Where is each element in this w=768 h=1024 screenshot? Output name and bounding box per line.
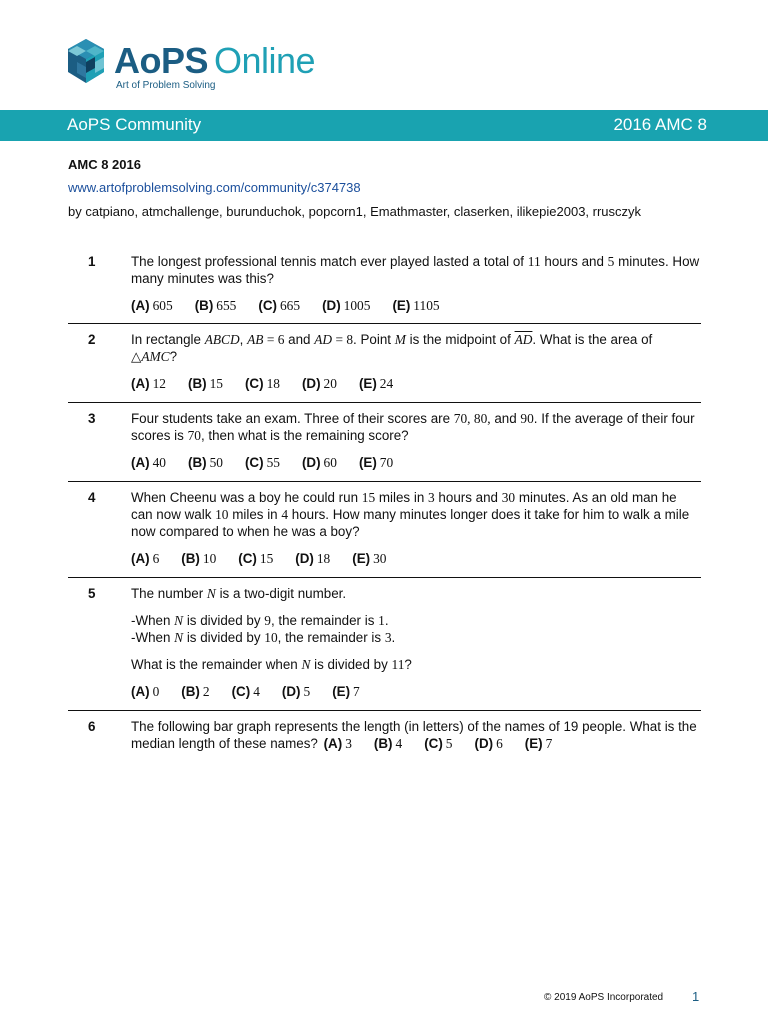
answer-choice xyxy=(188,454,223,471)
problem-text-run: -When xyxy=(131,630,175,645)
choice-value: 30 xyxy=(373,551,387,566)
problem-statement xyxy=(131,253,701,314)
answer-choice xyxy=(324,735,352,752)
math-expression: 90 xyxy=(520,411,534,426)
choice-letter: (B) xyxy=(187,455,207,470)
choice-value: 4 xyxy=(395,736,403,751)
choice-letter: (A) xyxy=(131,551,150,566)
problem-text-run: and xyxy=(490,411,521,426)
math-expression: 9 xyxy=(264,613,271,628)
problem-3 xyxy=(68,402,701,481)
choice-value: 40 xyxy=(152,455,166,470)
choice-letter: (E) xyxy=(352,551,371,566)
choice-letter: (B) xyxy=(194,298,214,313)
document-title: AMC 8 2016 xyxy=(68,157,141,172)
math-expression: 11 xyxy=(391,657,405,672)
copyright-notice: © 2019 AoPS Incorporated xyxy=(544,992,664,1003)
problem-paragraph xyxy=(131,656,701,673)
choice-letter: (D) xyxy=(301,455,321,470)
problem-text-run: minutes. How many minutes was this? xyxy=(131,254,700,286)
answer-choice xyxy=(131,375,166,392)
answer-choice xyxy=(181,683,209,700)
choice-letter: (B) xyxy=(181,551,200,566)
answer-choice xyxy=(525,735,553,752)
problem-list xyxy=(68,253,701,752)
choice-letter: (C) xyxy=(231,684,251,699)
problem-paragraph xyxy=(131,612,701,629)
problem-text-run: . xyxy=(391,630,396,645)
choice-letter: (E) xyxy=(392,298,411,313)
choice-letter: (D) xyxy=(295,551,314,566)
answer-choice xyxy=(332,683,360,700)
choice-value: 7 xyxy=(545,736,553,751)
logo-tagline: Art of Problem Solving xyxy=(116,80,216,91)
choice-letter: (C) xyxy=(244,455,264,470)
choice-value: 4 xyxy=(253,684,260,699)
problem-number: 1 xyxy=(88,254,96,269)
choice-value: 15 xyxy=(259,551,274,566)
choice-value: 1005 xyxy=(343,298,371,313)
problem-statement xyxy=(131,489,701,567)
math-expression: 4 xyxy=(281,507,289,522)
problem-text-run: hours and xyxy=(434,490,502,505)
math-expression: 11 xyxy=(527,254,541,269)
answer-choice xyxy=(302,454,337,471)
problem-text-run: What is the remainder when xyxy=(131,657,302,672)
math-variable: M xyxy=(394,332,406,347)
problem-paragraph xyxy=(131,489,701,540)
answer-choices xyxy=(131,550,701,567)
header-band xyxy=(0,110,768,141)
answer-choice xyxy=(392,297,439,314)
problem-text-run: is divided by xyxy=(183,630,265,645)
choice-value: 6 xyxy=(152,551,160,566)
problem-text-run: . xyxy=(384,613,389,628)
choice-value: 1105 xyxy=(413,298,440,313)
choice-letter: (C) xyxy=(244,376,264,391)
choice-letter: (A) xyxy=(131,455,150,470)
problem-number: 2 xyxy=(88,332,96,347)
math-expression: 3 xyxy=(384,630,392,645)
community-title: AoPS Community xyxy=(67,115,202,134)
choice-value: 50 xyxy=(209,455,223,470)
choice-letter: (D) xyxy=(281,684,301,699)
choice-letter: (D) xyxy=(301,376,321,391)
problem-statement xyxy=(131,410,701,471)
math-expression: 70, 80, xyxy=(453,411,491,426)
problem-paragraph xyxy=(131,253,701,287)
choice-value: 5 xyxy=(445,736,453,751)
choice-letter: (A) xyxy=(131,684,150,699)
choice-letter: (C) xyxy=(238,551,257,566)
aops-online-logo xyxy=(66,38,326,94)
math-expression: 70 xyxy=(187,428,201,443)
choice-value: 18 xyxy=(266,376,280,391)
answer-choice xyxy=(238,550,273,567)
answer-choices xyxy=(131,375,701,392)
choice-value: 0 xyxy=(152,684,160,699)
logo-wordmark xyxy=(114,38,315,84)
math-variable: N xyxy=(174,630,184,645)
choice-value: 2 xyxy=(202,684,210,699)
problem-1 xyxy=(68,253,701,323)
problem-text-run: . Point xyxy=(353,332,395,347)
choice-letter: (D) xyxy=(474,736,494,751)
math-expression: = 8 xyxy=(332,332,354,347)
choice-value: 12 xyxy=(152,376,166,391)
problem-text-run: miles in xyxy=(228,507,282,522)
answer-choice xyxy=(359,375,393,392)
answer-choices xyxy=(131,297,701,314)
answer-choice xyxy=(245,454,280,471)
answer-choice xyxy=(302,375,337,392)
math-variable: AMC xyxy=(141,349,170,364)
problem-4 xyxy=(68,481,701,577)
problem-text-run: In rectangle xyxy=(131,332,205,347)
problem-text-run: . What is the area of xyxy=(532,332,653,347)
answer-choices xyxy=(318,736,574,751)
math-variable: N xyxy=(206,586,216,601)
problem-text-run: is a two-digit number. xyxy=(215,586,347,601)
choice-value: 10 xyxy=(202,551,217,566)
problem-statement xyxy=(131,585,701,700)
problem-statement xyxy=(131,718,701,752)
problem-text-run: The following bar graph represents the length (in letters) of the names of 19 people. What is the median length of these names? xyxy=(131,719,697,751)
math-expression: = 6 xyxy=(263,332,285,347)
math-segment: $\overline{AD}$ xyxy=(514,332,533,347)
answer-choice xyxy=(131,297,173,314)
math-variable: ABCD xyxy=(204,332,240,347)
logo-aops-text: AoPS xyxy=(114,40,209,81)
choice-value: 18 xyxy=(316,551,331,566)
problem-text-run: is divided by xyxy=(183,613,265,628)
problem-number: 5 xyxy=(88,586,96,601)
choice-value: 6 xyxy=(496,736,503,751)
problem-text-run: When Cheenu was a boy he could run xyxy=(131,490,362,505)
answer-choice xyxy=(181,550,216,567)
problem-paragraph xyxy=(131,718,701,752)
math-expression: 15 xyxy=(361,490,376,505)
answer-choice xyxy=(322,297,370,314)
answer-choice xyxy=(195,297,237,314)
problem-text-run: is divided by xyxy=(310,657,392,672)
problem-6 xyxy=(68,710,701,752)
choice-value: 655 xyxy=(216,298,237,313)
community-link[interactable]: www.artofproblemsolving.com/community/c374738 xyxy=(68,180,361,195)
answer-choice xyxy=(352,550,386,567)
problem-number: 6 xyxy=(88,719,96,734)
choice-value: 605 xyxy=(152,298,173,313)
math-variable: N xyxy=(174,613,184,628)
math-expression: 1 xyxy=(378,613,385,628)
answer-choice xyxy=(131,550,159,567)
authors-line: by catpiano, atmchallenge, burunduchok, popcorn1, Emathmaster, claserken, ilikepie2003, rrusczyk xyxy=(68,204,642,219)
problem-text-run: ? xyxy=(169,349,178,364)
problem-number: 3 xyxy=(88,411,96,426)
math-expression: 5 xyxy=(607,254,615,269)
choice-letter: (E) xyxy=(332,684,351,699)
aops-cube-logo-icon xyxy=(66,38,106,84)
page-number: 1 xyxy=(692,989,700,1004)
choice-value: 3 xyxy=(345,736,352,751)
problem-text-run: , then what is the remaining score? xyxy=(200,428,409,443)
answer-choice xyxy=(232,683,260,700)
problem-paragraph xyxy=(131,585,701,602)
answer-choice xyxy=(474,735,502,752)
choice-value: 60 xyxy=(323,455,337,470)
document-meta xyxy=(68,156,708,220)
choice-letter: (C) xyxy=(424,736,443,751)
answer-choice xyxy=(188,375,223,392)
problem-text-run: miles in xyxy=(375,490,428,505)
answer-choice xyxy=(131,683,159,700)
choice-letter: (B) xyxy=(187,376,207,391)
answer-choice xyxy=(359,454,393,471)
choice-value: 55 xyxy=(266,455,280,470)
math-variable: AD xyxy=(314,332,333,347)
answer-choices xyxy=(131,683,701,700)
problem-paragraph xyxy=(131,629,701,646)
choice-value: 24 xyxy=(379,376,394,391)
problem-text-run: , xyxy=(239,332,248,347)
choice-value: 15 xyxy=(209,376,223,391)
problem-paragraph xyxy=(131,410,701,444)
choice-letter: (A) xyxy=(131,376,150,391)
answer-choice xyxy=(295,550,330,567)
answer-choices xyxy=(131,454,701,471)
problem-text-run: and xyxy=(284,332,315,347)
math-variable: N xyxy=(301,657,311,672)
problem-statement xyxy=(131,331,701,392)
problem-number: 4 xyxy=(88,490,96,505)
problem-2 xyxy=(68,323,701,402)
problem-text-run: . If the average of their four scores is xyxy=(131,411,695,443)
choice-letter: (A) xyxy=(323,736,343,751)
choice-letter: (E) xyxy=(358,376,377,391)
math-expression: 10 xyxy=(264,630,278,645)
answer-choice xyxy=(424,735,452,752)
answer-choice xyxy=(374,735,402,752)
contest-title: 2016 AMC 8 xyxy=(613,115,707,134)
problem-text-run: The longest professional tennis match ever played lasted a total of xyxy=(131,254,528,269)
choice-letter: (A) xyxy=(131,298,150,313)
problem-text-run: Four students take an exam. Three of their scores are xyxy=(131,411,454,426)
answer-choice xyxy=(131,454,166,471)
math-expression: 30 xyxy=(501,490,516,505)
logo-online-text: Online xyxy=(214,40,316,81)
choice-letter: (B) xyxy=(181,684,200,699)
problem-text-run: -When xyxy=(131,613,175,628)
problem-text-run: is the midpoint of xyxy=(405,332,515,347)
choice-value: 20 xyxy=(323,376,337,391)
choice-value: 7 xyxy=(353,684,360,699)
problem-5 xyxy=(68,577,701,710)
problem-text-run: hours and xyxy=(540,254,608,269)
choice-value: 5 xyxy=(303,684,311,699)
answer-choice xyxy=(258,297,300,314)
math-expression: 10 xyxy=(215,507,229,522)
answer-choice xyxy=(282,683,310,700)
problem-text-run: The number xyxy=(131,586,207,601)
math-expression: 3 xyxy=(428,490,435,505)
problem-text-run: hours. How many minutes longer does it take for him to walk a mile now compared to when he was a boy? xyxy=(131,507,690,539)
problem-text-run: , the remainder is xyxy=(277,630,385,645)
problem-text-run: , the remainder is xyxy=(270,613,379,628)
choice-letter: (E) xyxy=(358,455,377,470)
problem-paragraph xyxy=(131,331,701,365)
choice-letter: (B) xyxy=(373,736,393,751)
choice-value: 70 xyxy=(379,455,394,470)
choice-letter: (E) xyxy=(524,736,543,751)
math-variable: AB xyxy=(247,332,264,347)
choice-letter: (D) xyxy=(322,298,341,313)
choice-letter: (C) xyxy=(258,298,277,313)
answer-choice xyxy=(245,375,280,392)
problem-text-run: minutes. As an old man he can now walk xyxy=(131,490,677,522)
math-expression: △ xyxy=(131,349,142,364)
choice-value: 665 xyxy=(279,298,301,313)
problem-text-run: ? xyxy=(404,657,412,672)
